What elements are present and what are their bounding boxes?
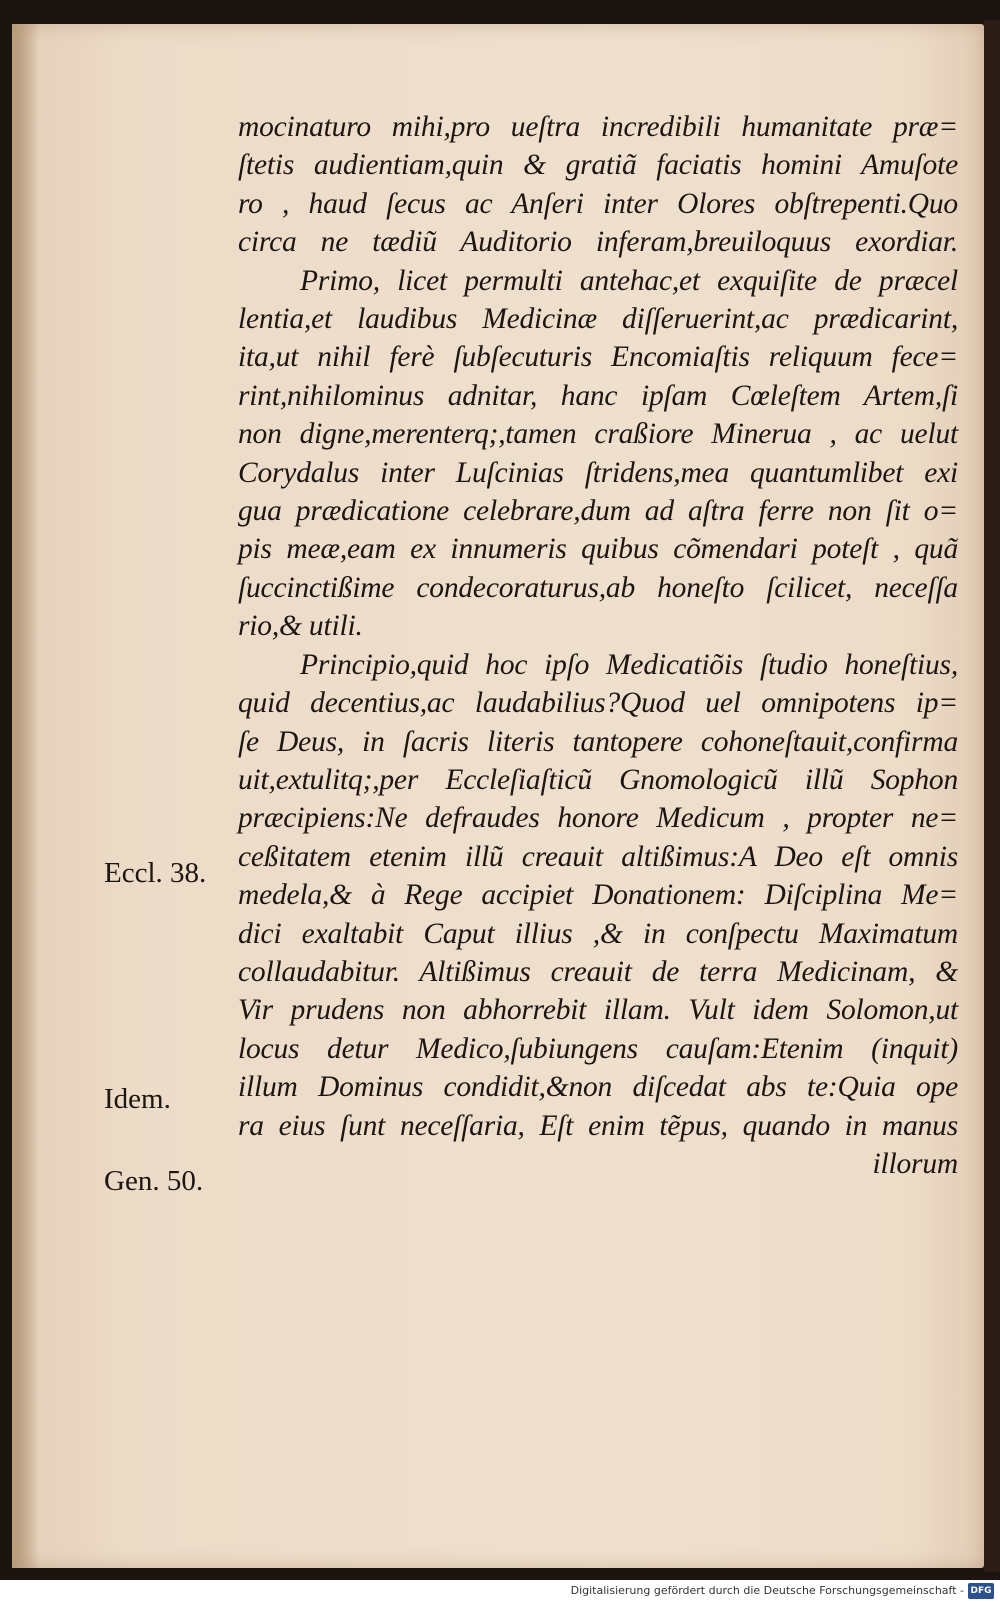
text-line: pis meæ,eam ex innumeris quibus cõmendari poteſt , quã — [238, 533, 958, 566]
text-line: illum Dominus condidit,&non diſcedat abs te:Quia ope — [238, 1071, 958, 1104]
text-line: ceßitatem etenim illũ creauit altißimus:A Deo eſt omnis — [238, 840, 958, 873]
text-line: collaudabitur. Altißimus creauit de terra Medicinam, & — [238, 955, 958, 988]
page-gutter-shadow — [12, 24, 38, 1568]
text-line: Principio,quid hoc ipſo Medicatiõis ſtudio honeſtius, — [300, 648, 958, 681]
text-line: uit,extulitq;,per Eccleſiaſticũ Gnomologicũ illũ Sophon — [238, 763, 958, 796]
text-line: mocinaturo mihi,pro ueſtra incredibili humanitate præ= — [238, 111, 958, 143]
margin-note-eccl: Eccl. 38. — [104, 857, 207, 889]
text-line: ſtetis audientiam,quin & gratiã faciatis homini Amuſote — [238, 149, 958, 182]
margin-note-idem: Idem. — [104, 1083, 171, 1115]
text-line: circa ne tædiũ Auditorio inferam,breuiloquus exordiar. — [238, 226, 958, 259]
text-line: Primo, licet permulti antehac,et exquiſite de præcel — [300, 264, 958, 297]
dfg-logo: DFG — [968, 1583, 994, 1599]
text-line: Vir prudens non abhorrebit illam. Vult idem Solomon,ut — [238, 994, 958, 1027]
book-edge — [984, 20, 1000, 1572]
text-line: ro , haud ſecus ac Anſeri inter Olores obſtrepenti.Quo — [238, 187, 958, 220]
footer-bar — [0, 1580, 1000, 1604]
text-line: lentia,et laudibus Medicinæ diſſeruerint,ac prædicarint, — [238, 303, 958, 336]
margin-note-gen: Gen. 50. — [104, 1165, 204, 1197]
text-line: quid decentius,ac laudabilius?Quod uel omnipotens ip= — [238, 687, 958, 720]
text-line: medela,& à Rege accipiet Donationem: Diſciplina Me= — [238, 879, 958, 912]
text-line: Corydalus inter Luſcinias ſtridens,mea quantumlibet exi — [238, 456, 958, 489]
funding-credit: Digitalisierung gefördert durch die Deutsche Forschungsgemeinschaft - — [570, 1584, 964, 1597]
text-line: ſuccinctißime condecoraturus,ab honeſto ſcilicet, neceſſa — [238, 571, 958, 604]
text-line: gua prædicatione celebrare,dum ad aſtra ferre non ſit o= — [238, 495, 958, 528]
body-text — [238, 108, 958, 1183]
text-line: ra eius ſunt neceſſaria, Eſt enim tẽpus, quando in manus — [238, 1109, 958, 1142]
text-line: rint,nihilominus adnitar, hanc ipſam Cœleſtem Artem,ſi — [238, 379, 958, 412]
catchword: illorum — [872, 1147, 958, 1180]
text-line: non digne,merenterq;,tamen craßiore Minerua , ac uelut — [238, 418, 958, 451]
text-line: ita,ut nihil ferè ſubſecuturis Encomiaſtis reliquum fece= — [238, 341, 958, 374]
text-line: dici exaltabit Caput illius ,& in conſpectu Maximatum — [238, 917, 958, 950]
text-line: rio,& utili. — [238, 610, 363, 643]
text-line: præcipiens:Ne defraudes honore Medicum , propter ne= — [238, 802, 958, 835]
text-line: ſe Deus, in ſacris literis tantopere cohoneſtauit,confirma — [238, 725, 958, 758]
text-line: locus detur Medico,ſubiungens cauſam:Etenim (inquit) — [238, 1032, 958, 1065]
